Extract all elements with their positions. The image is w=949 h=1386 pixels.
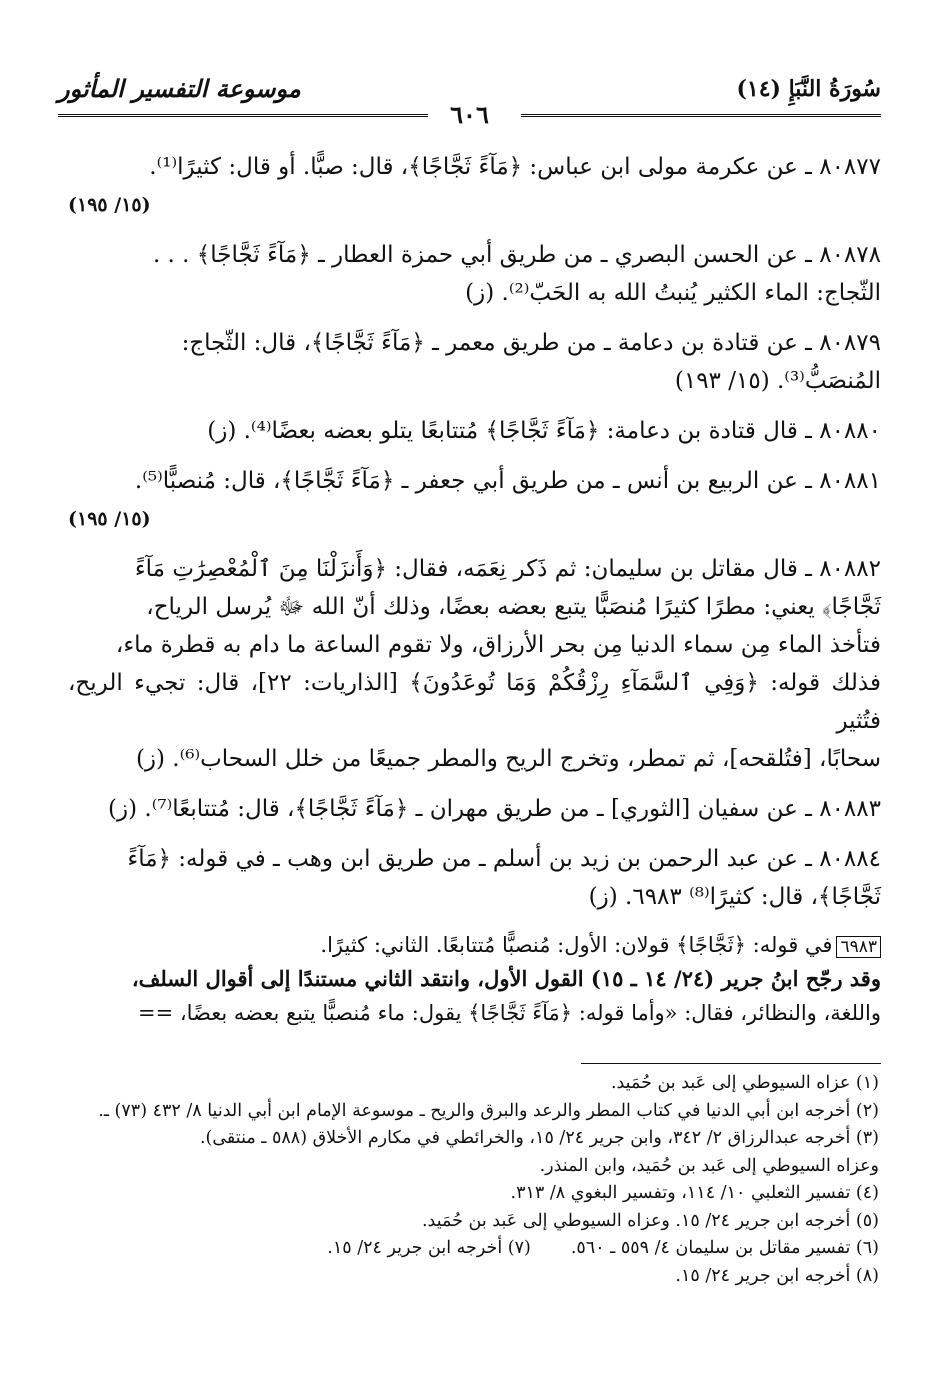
header-rule-left xyxy=(58,114,428,117)
footnote: (٨) أخرجه ابن جرير ٢٤/ ١٥. xyxy=(675,1265,879,1286)
narration-entry xyxy=(68,790,881,828)
entry-line: ثَجَّاجًا﴾ يعني: مطرًا كثيرًا مُنصَبًّا يتبع بعضه بعضًا، وذلك أنّ الله ﷻ يُرسل الرياح، xyxy=(146,594,881,620)
entry-line: ٨٠٨٨٠ ـ قال قتادة بن دعامة: ﴿مَآءً ثَجَّاجًا﴾ مُتتابعًا يتلو بعضه بعضًا⁽⁴⁾. (ز) xyxy=(207,418,881,444)
narrations xyxy=(68,148,881,928)
footnote: (٧) أخرجه ابن جرير ٢٤/ ١٥. xyxy=(327,1238,531,1258)
note-tag: ٦٩٨٣ xyxy=(836,936,881,958)
page-number: ٦٠٦ xyxy=(450,100,489,129)
book-title-header: موسوعة التفسير المأثور xyxy=(58,74,301,103)
footnote: (١) عزاه السيوطي إلى عَبد بن حُمَيد. xyxy=(610,1073,879,1093)
entry-line: فذلك قوله: ﴿وَفِي ٱلسَّمَآءِ رِزْقُكُمْ وَمَا تُوعَدُونَ﴾ [الذاريات: ٢٢]، قال: تجيء الريح، فتُثير xyxy=(68,670,881,734)
footnote-separator xyxy=(581,1063,881,1064)
entry-line: ٨٠٨٨٢ ـ قال مقاتل بن سليمان: ثم ذَكر نِعَمَه، فقال: ﴿وَأَنزَلْنَا مِنَ ٱلْمُعْصِرَٰتِ مَآءً xyxy=(134,556,881,582)
entry-line: ٨٠٨٨٣ ـ عن سفيان [الثوري] ـ من طريق مهران ـ ﴿مَآءً ثَجَّاجًا﴾، قال: مُتتابعًا⁽⁷⁾. (ز) xyxy=(108,796,881,822)
entry-line: فتأخذ الماء مِن سماء الدنيا مِن بحر الأرزاق، ولا تقوم الساعة ما دام به قطرة ماء، xyxy=(115,632,881,658)
note-line xyxy=(40,928,881,962)
narration-entry xyxy=(68,324,881,400)
entry-line: سحابًا، [فتُلقحه]، ثم تمطر، وتخرج الريح والمطر جميعًا من خلل السحاب⁽⁶⁾. (ز) xyxy=(135,746,881,772)
footnote-row xyxy=(60,1235,879,1263)
entry-line: ٨٠٨٧٧ ـ عن عكرمة مولى ابن عباس: ﴿مَآءً ثَجَّاجًا﴾، قال: صبًّا. أو قال: كثيرًا⁽¹⁾. xyxy=(149,154,881,180)
footnote: (٥) أخرجه ابن جرير ٢٤/ ١٥. وعزاه السيوطي إلى عَبد بن حُمَيد. xyxy=(421,1210,879,1231)
footnote: وعزاه السيوطي إلى عَبد بن حُمَيد، وابن المنذر. xyxy=(539,1155,879,1176)
entry-line: (١٥/ ١٩٥) xyxy=(68,508,151,530)
entry-line: ٨٠٨٨٤ ـ عن عبد الرحمن بن زيد بن أسلم ـ من طريق ابن وهب ـ في قوله: ﴿مَآءً xyxy=(127,846,881,872)
entry-line: ٨٠٨٨١ ـ عن الربيع بن أنس ـ من طريق أبي جعفر ـ ﴿مَآءً ثَجَّاجًا﴾، قال: مُنصبًّا⁽⁵⁾. xyxy=(134,468,881,494)
entry-line: ثَجَّاجًا﴾، قال: كثيرًا⁽⁸⁾ ٦٩٨٣. (ز) xyxy=(588,884,881,910)
narration-entry xyxy=(68,148,881,224)
narration-entry xyxy=(68,412,881,450)
footnote: (٢) أخرجه ابن أبي الدنيا في كتاب المطر والرعد والبرق والريح ـ موسوعة الإمام ابن أبي الدنيا ٨/ ٤٣٢ (٧٣) ـ. xyxy=(98,1100,879,1121)
commentary-note xyxy=(40,928,881,1030)
footnote: (٦) تفسير مقاتل بن سليمان ٤/ ٥٥٩ ـ ٥٦٠. xyxy=(570,1238,879,1258)
note-line: وقد رجّح ابنُ جرير (٢٤/ ١٤ ـ ١٥) القول الأول، وانتقد الثاني مستندًا إلى أقوال السلف، xyxy=(131,966,881,991)
entry-line: ٨٠٨٧٩ ـ عن قتادة بن دعامة ـ من طريق معمر ـ ﴿مَآءً ثَجَّاجًا﴾، قال: الثّجاج: xyxy=(181,330,881,356)
header-rule-right xyxy=(521,114,881,117)
narration-entry xyxy=(68,840,881,916)
note-line: واللغة، والنظائر، فقال: «وأما قوله: ﴿مَآءً ثَجَّاجًا﴾ يقول: ماء مُنصبًّا يتبع بعضه بعضًا، == xyxy=(137,1001,881,1025)
narration-entry xyxy=(68,462,881,538)
footnote: (٣) أخرجه عبدالرزاق ٢/ ٣٤٢، وابن جرير ٢٤/ ١٥، والخرائطي في مكارم الأخلاق (٥٨٨ ـ منتقى). xyxy=(199,1128,879,1148)
entry-line: ٨٠٨٧٨ ـ عن الحسن البصري ـ من طريق أبي حمزة العطار ـ ﴿مَآءً ثَجَّاجًا﴾ . . . xyxy=(152,242,881,268)
narration-entry xyxy=(68,236,881,312)
footnotes xyxy=(60,1070,879,1290)
narration-entry xyxy=(68,550,881,778)
footnote: (٤) تفسير الثعلبي ١٠/ ١١٤، وتفسير البغوي ٨/ ٣١٣. xyxy=(510,1183,879,1203)
entry-line: (١٥/ ١٩٥) xyxy=(68,194,151,216)
note-text: في قوله: ﴿ثَجَّاجًا﴾ قولان: الأول: مُنصبًّا مُتتابعًا. الثاني: كثيرًا. xyxy=(320,933,833,957)
entry-line: الثّجاج: الماء الكثير يُنبتُ الله به الحَبّ⁽²⁾. (ز) xyxy=(465,280,881,306)
page-header xyxy=(58,62,881,128)
surah-header: سُورَةُ النَّبَإِ (١٤) xyxy=(736,76,881,102)
entry-line: المُنصَبُّ⁽³⁾. (١٥/ ١٩٣) xyxy=(674,368,881,394)
